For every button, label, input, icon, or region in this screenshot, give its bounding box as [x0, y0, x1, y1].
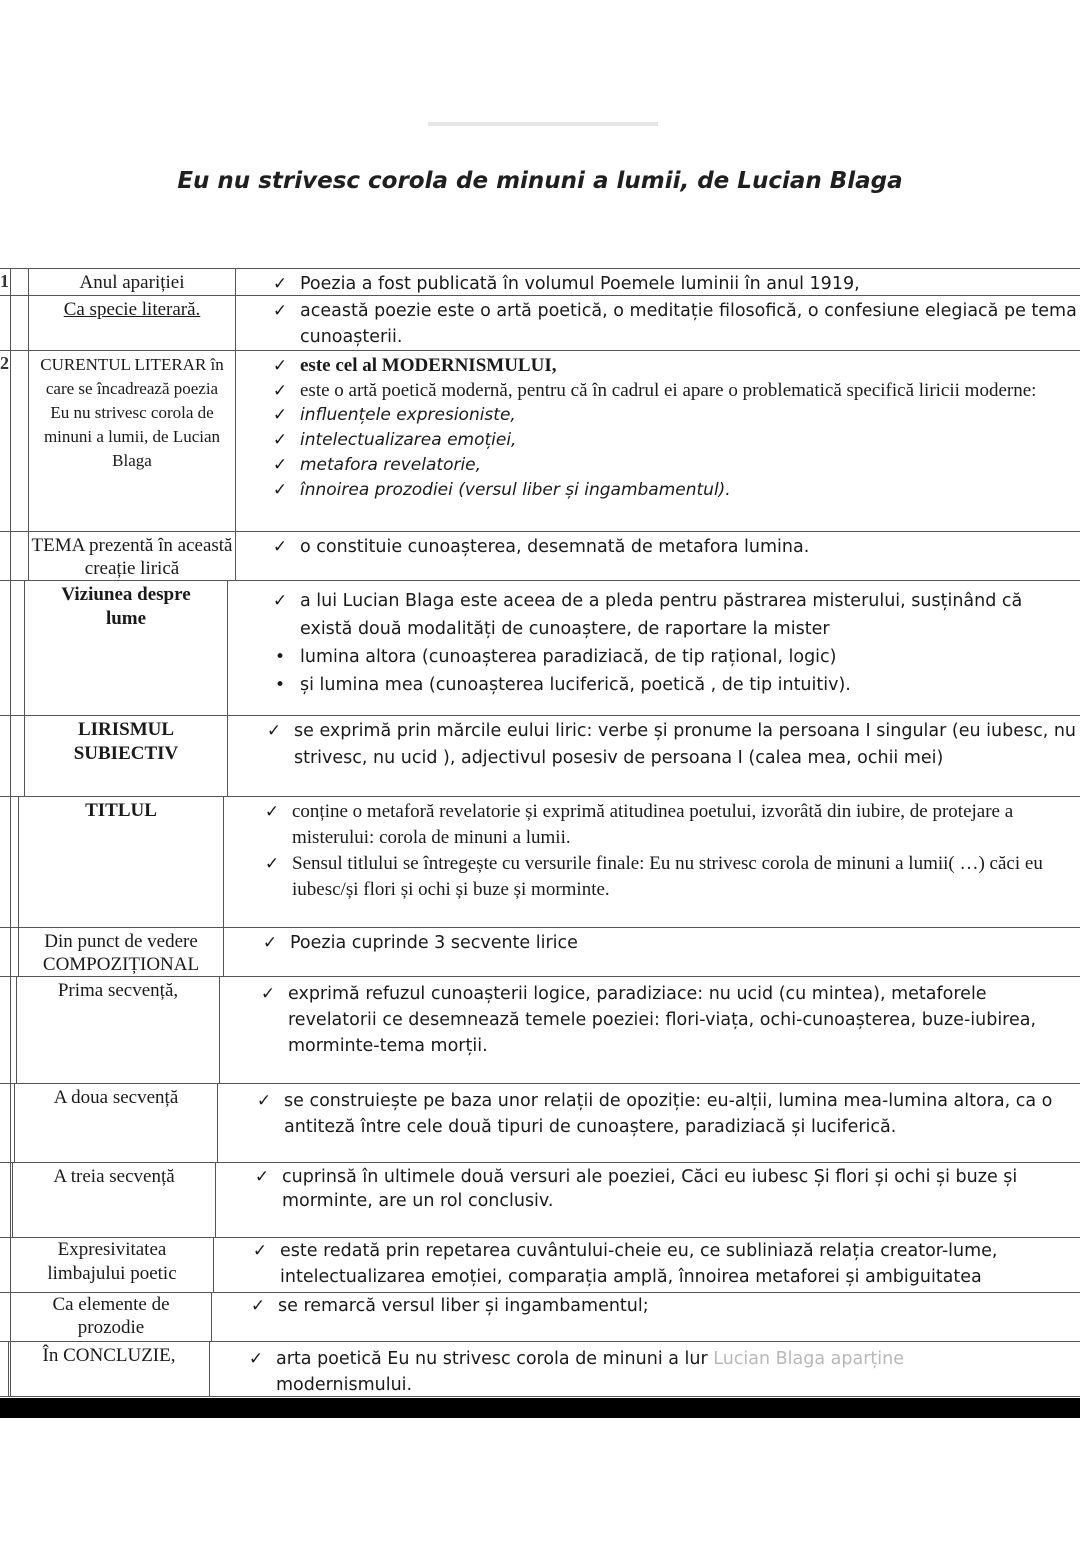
check-icon: ✓ — [260, 984, 276, 1004]
table-row — [0, 796, 1080, 927]
list-item: • și lumina mea (cunoașterea luciferică, poetică , de tip intuitiv). — [242, 671, 1080, 699]
list-item: ✓ înnoirea prozodiei (versul liber și ingambamentul). — [242, 478, 1080, 503]
page-title: Eu nu strivesc corola de minuni a lumii, de Lucian Blaga — [177, 168, 903, 194]
check-icon: ✓ — [254, 1167, 270, 1187]
check-icon: ✓ — [272, 480, 288, 500]
check-icon: ✓ — [272, 591, 288, 611]
check-icon: ✓ — [266, 721, 282, 741]
list-item: ✓ influențele expresioniste, — [242, 403, 1080, 428]
check-icon: ✓ — [256, 1091, 272, 1111]
check-icon: ✓ — [250, 1296, 266, 1316]
table-row — [0, 1341, 1080, 1397]
check-icon: ✓ — [272, 537, 288, 557]
summary-table — [0, 268, 1080, 1397]
list-item: ✓ este redată prin repetarea cuvântului-cheie eu, ce subliniază relația creator-lume, intelectualizarea emoției, comparația amplă, înnoirea metaforei și ambiguitatea — [222, 1238, 1080, 1290]
list-item: ✓ conține o metaforă revelatorie și exprimă atitudinea poetului, izvorâtă din iubire, de protejare a misterului: corola de minuni a lumii. — [234, 799, 1080, 851]
row-label: Ca elemente de prozodie — [10, 1293, 212, 1341]
table-row — [0, 715, 1080, 796]
table-row — [0, 1237, 1080, 1292]
row-label: TITLUL — [18, 797, 224, 927]
list-item: ✓ exprimă refuzul cunoașterii logice, paradiziace: nu ucid (cu mintea), metaforele revelatorii ce desemnează temele poeziei: flori-viața, ochi-cunoașterea, buze-iubirea, morminte-tema morții. — [230, 981, 1080, 1059]
check-icon: ✓ — [272, 301, 288, 321]
check-icon: ✓ — [272, 274, 288, 294]
list-item: ✓ este cel al MODERNISMULUI, — [242, 353, 1080, 378]
check-icon: ✓ — [272, 405, 288, 425]
check-icon: ✓ — [262, 933, 278, 953]
list-item: ✓ arta poetică Eu nu strivesc corola de minuni a lur Lucian Blaga aparține — [218, 1346, 1080, 1372]
row-label: Expresivitatea limbajului poetic — [10, 1238, 214, 1292]
table-row — [0, 350, 1080, 531]
scan-smudge — [428, 122, 658, 126]
list-item: ✓ cuprinsă în ultimele două versuri ale poeziei, Căci eu iubesc Și flori și ochi și buze și morminte, are un rol conclusiv. — [224, 1165, 1080, 1213]
row-label: A treia secvență — [12, 1163, 216, 1237]
list-item: ✓ Sensul titlului se întregește cu versurile finale: Eu nu strivesc corola de minuni a lumii( …) căci eu iubesc/și flori și ochi și buze și morminte. — [234, 851, 1080, 903]
row-label: În CONCLUZIE, — [8, 1342, 210, 1396]
list-item: ✓ intelectualizarea emoției, — [242, 428, 1080, 453]
table-row — [0, 268, 1080, 295]
list-item: ✓ se construiește pe baza unor relații de opoziție: eu-alții, lumina mea-lumina altora, ca o antiteză între cele două tipuri de cunoaștere, paradiziacă și luciferică. — [226, 1088, 1080, 1140]
list-item: ✓ a lui Lucian Blaga este aceea de a pleda pentru păstrarea misterului, susținând că există două modalități de cunoaștere, de raportare la mister — [242, 587, 1080, 643]
row-label: LIRISMUL SUBIECTIV — [24, 716, 228, 796]
check-icon: ✓ — [272, 381, 288, 400]
table-row — [0, 1292, 1080, 1341]
list-item: ✓ metafora revelatorie, — [242, 453, 1080, 478]
table-row — [0, 927, 1080, 976]
row-label: Anul apariției — [28, 269, 236, 295]
check-icon: ✓ — [272, 356, 288, 375]
list-item: modernismului. — [276, 1375, 413, 1395]
table-row — [0, 295, 1080, 350]
check-icon: ✓ — [272, 430, 288, 450]
table-row — [0, 1083, 1080, 1162]
row-label: CURENTUL LITERAR în care se încadrează poezia Eu nu strivesc corola de minuni a lumii, de Lucian Blaga — [28, 351, 236, 531]
row-label: Din punct de vedere COMPOZIȚIONAL — [18, 928, 224, 976]
item-text: această poezie este o artă poetică, o meditație filosofică, o confesiune elegiacă pe tema cunoașterii. — [300, 301, 1077, 347]
check-icon: ✓ — [252, 1241, 268, 1261]
bottom-bar — [0, 1398, 1080, 1418]
list-item: • lumina altora (cunoașterea paradiziacă, de tip rațional, logic) — [242, 643, 1080, 671]
row-label: Viziunea despre lume — [24, 581, 228, 715]
row-label: Ca specie literară. — [28, 296, 236, 350]
row-number: 1 — [0, 271, 9, 291]
list-item — [242, 271, 1080, 297]
check-icon: ✓ — [264, 854, 280, 873]
row-label: Prima secvență, — [16, 977, 220, 1083]
table-row — [0, 580, 1080, 715]
check-icon: ✓ — [248, 1349, 264, 1369]
row-number: 2 — [0, 353, 9, 373]
table-row — [0, 531, 1080, 580]
list-item: ✓ este o artă poetică modernă, pentru că în cadrul ei apare o problematică specifică liricii moderne: — [242, 378, 1080, 403]
list-item: ✓ se remarcă versul liber și ingambamentul; — [220, 1293, 1080, 1319]
row-label: TEMA prezentă în această creație lirică — [28, 532, 236, 580]
list-item: ✓ Poezia cuprinde 3 secvente lirice — [232, 930, 1080, 956]
watermark-text: Lucian Blaga aparține — [713, 1349, 904, 1369]
check-icon: ✓ — [272, 455, 288, 475]
bullet-icon: • — [274, 647, 286, 667]
table-row — [0, 1162, 1080, 1237]
list-item: ✓ o constituie cunoașterea, desemnată de metafora lumina. — [242, 534, 1080, 560]
check-icon: ✓ — [264, 802, 280, 821]
list-item: ✓ se exprimă prin mărcile eului liric: verbe și pronume la persoana I singular (eu iubesc, nu strivesc, nu ucid ), adjectivul posesiv de persoana I (calea mea, ochii mei) — [236, 718, 1080, 772]
item-text: Poezia a fost publicată în volumul Poemele luminii în anul 1919, — [300, 274, 860, 294]
table-row — [0, 976, 1080, 1083]
bullet-icon: • — [274, 675, 286, 695]
list-item — [242, 298, 1080, 350]
row-label: A doua secvență — [14, 1084, 218, 1162]
